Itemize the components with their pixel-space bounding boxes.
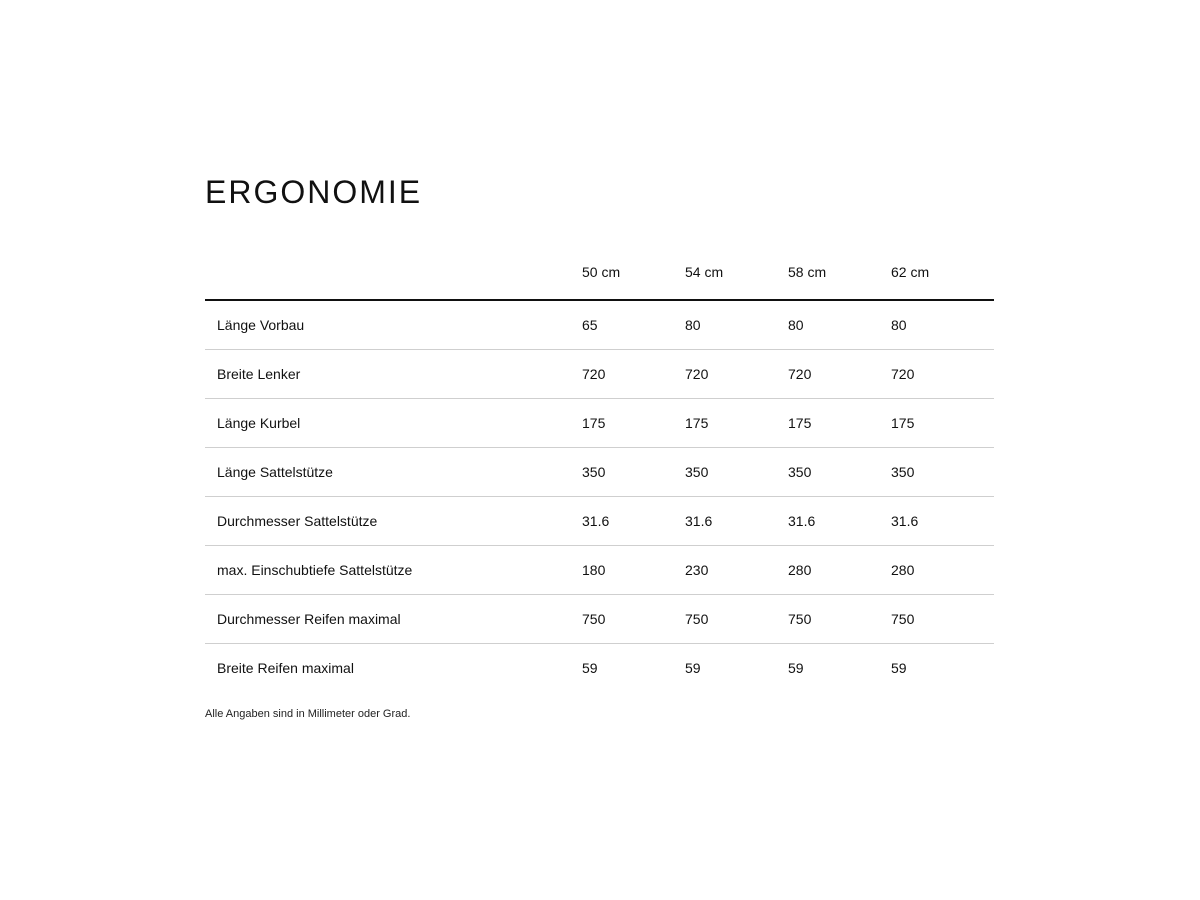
table-cell: 65 — [582, 300, 685, 350]
table-header-row — [205, 252, 994, 300]
ergonomics-table — [205, 252, 994, 692]
table-cell: 350 — [582, 448, 685, 497]
row-label: max. Einschubtiefe Sattelstütze — [205, 546, 582, 595]
table-cell: 59 — [685, 660, 701, 676]
table-cell: 750 — [685, 595, 788, 644]
units-footnote: Alle Angaben sind in Millimeter oder Grad. — [205, 708, 411, 720]
table-cell: 180 — [582, 546, 685, 595]
row-label: Länge Sattelstütze — [205, 448, 582, 497]
table-cell: 750 — [788, 595, 891, 644]
table-row — [205, 399, 994, 448]
table-cell: 80 — [891, 300, 994, 350]
row-label: Durchmesser Reifen maximal — [205, 595, 582, 644]
table-row — [205, 595, 994, 644]
table-cell: 720 — [685, 350, 788, 399]
table-row — [205, 644, 994, 693]
table-cell: 350 — [891, 448, 994, 497]
table-cell: 175 — [582, 399, 685, 448]
table-cell: 720 — [788, 350, 891, 399]
table-cell: 59 — [582, 660, 598, 676]
table-row — [205, 448, 994, 497]
table-cell: 59 — [891, 660, 907, 676]
table-cell: 59 — [788, 660, 804, 676]
row-label: Breite Reifen maximal — [217, 660, 354, 676]
column-header-size: 62 cm — [891, 248, 994, 296]
table-row — [205, 300, 994, 350]
table-cell: 175 — [891, 399, 994, 448]
table-cell: 31.6 — [788, 497, 891, 546]
table-cell: 280 — [891, 546, 994, 595]
row-label: Breite Lenker — [205, 350, 582, 399]
table-cell: 31.6 — [582, 497, 685, 546]
table-cell: 750 — [891, 595, 994, 644]
table-cell: 350 — [788, 448, 891, 497]
table-cell: 80 — [788, 300, 891, 350]
column-header-size: 50 cm — [582, 248, 685, 296]
table-cell: 80 — [685, 300, 788, 350]
table-cell: 31.6 — [891, 497, 994, 546]
table-cell: 175 — [788, 399, 891, 448]
table-cell: 350 — [685, 448, 788, 497]
column-header-size: 58 cm — [788, 248, 891, 296]
table-cell: 230 — [685, 546, 788, 595]
section-title: ERGONOMIE — [205, 174, 423, 210]
row-label: Länge Vorbau — [205, 300, 582, 350]
column-header-size: 54 cm — [685, 248, 788, 296]
column-header-label — [205, 248, 582, 296]
table-cell: 720 — [891, 350, 994, 399]
table-cell: 175 — [685, 399, 788, 448]
ergonomics-section — [205, 172, 981, 720]
row-label: Durchmesser Sattelstütze — [205, 497, 582, 546]
table-row — [205, 546, 994, 595]
row-label: Länge Kurbel — [205, 399, 582, 448]
table-cell: 720 — [582, 350, 685, 399]
table-cell: 280 — [788, 546, 891, 595]
table-row — [205, 350, 994, 399]
table-cell: 750 — [582, 595, 685, 644]
table-cell: 31.6 — [685, 497, 788, 546]
table-row — [205, 497, 994, 546]
